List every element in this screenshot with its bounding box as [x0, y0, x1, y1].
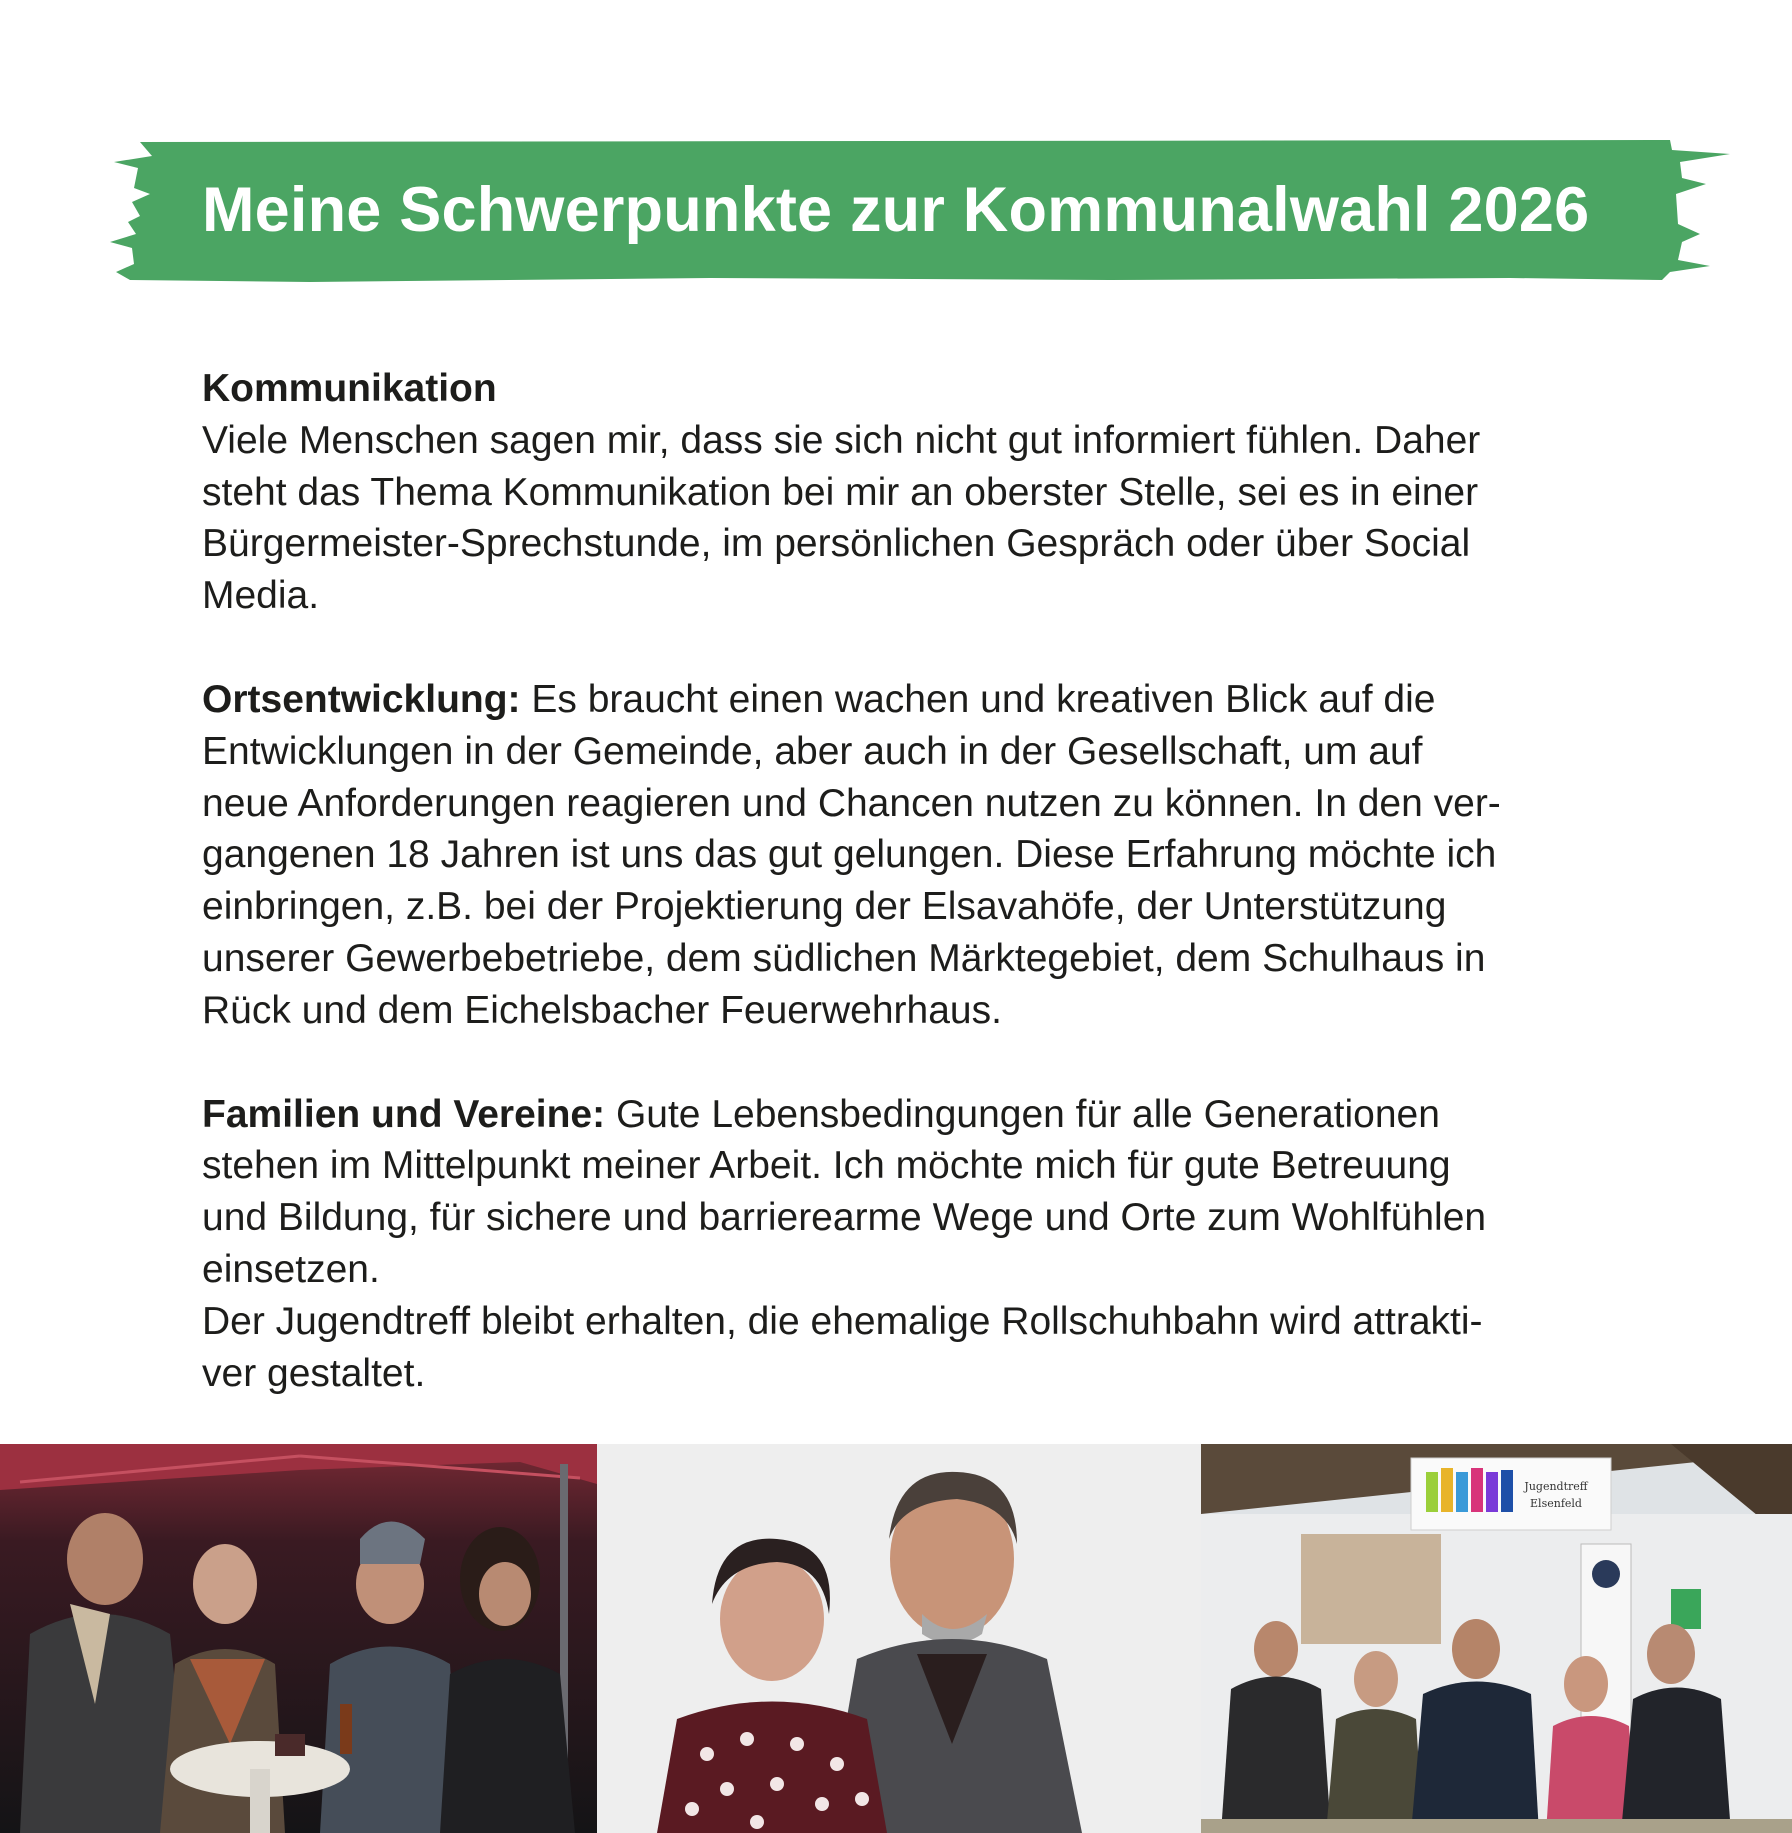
section-heading: Familien und Vereine: — [202, 1092, 606, 1136]
main-content — [202, 363, 1662, 1399]
text-line: gangenen 18 Jahren ist uns das gut gelungen. Diese Erfahrung möchte ich — [202, 833, 1497, 877]
text-line — [202, 1089, 1662, 1141]
text-line — [202, 674, 1662, 726]
section-ortsentwicklung — [202, 674, 1662, 1037]
section-heading: Ortsentwicklung: — [202, 677, 521, 721]
text-line: unserer Gewerbebetriebe, dem südlichen Märktegebiet, dem Schulhaus in — [202, 936, 1486, 980]
photo-evening-gathering — [0, 1444, 597, 1833]
photo-portrait — [597, 1444, 1201, 1833]
text-line: ver gestaltet. — [202, 1351, 426, 1395]
page-title: Meine Schwerpunkte zur Kommunalwahl 2026 — [202, 175, 1590, 245]
text-line: einsetzen. — [202, 1247, 380, 1291]
text-run: Gute Lebensbedingungen für alle Generationen — [605, 1092, 1440, 1136]
text-line: Media. — [202, 574, 320, 618]
text-line: einbringen, z.B. bei der Projektierung der Elsavahöfe, der Unterstützung — [202, 885, 1447, 929]
text-line: Rück und dem Eichelsbacher Feuerwehrhaus. — [202, 988, 1002, 1032]
photo-strip — [0, 1444, 1792, 1833]
text-line: stehen im Mittelpunkt meiner Arbeit. Ich möchte mich für gute Betreuung — [202, 1144, 1451, 1188]
title-banner — [110, 138, 1740, 286]
text-line: und Bildung, für sichere und barrierearme Wege und Orte zum Wohlfühlen — [202, 1196, 1487, 1240]
sign-text: Elsenfeld — [1530, 1497, 1582, 1510]
text-line: neue Anforderungen reagieren und Chancen nutzen zu können. In den ver- — [202, 781, 1501, 825]
section-familien-vereine — [202, 1089, 1662, 1400]
text-line: steht das Thema Kommunikation bei mir an oberster Stelle, sei es in einer — [202, 470, 1479, 514]
text-line: Bürgermeister-Sprechstunde, im persönlichen Gespräch oder über Social — [202, 522, 1471, 566]
sign-text: Jugendtreff — [1524, 1480, 1588, 1493]
section-kommunikation — [202, 363, 1662, 622]
text-run: Es braucht einen wachen und kreativen Blick auf die — [520, 677, 1436, 721]
text-line: Viele Menschen sagen mir, dass sie sich nicht gut informiert fühlen. Daher — [202, 418, 1481, 462]
photo-jugendtreff — [1201, 1444, 1792, 1833]
text-line: Der Jugendtreff bleibt erhalten, die ehemalige Rollschuhbahn wird attrakti- — [202, 1299, 1483, 1343]
section-heading: Kommunikation — [202, 367, 497, 410]
text-line: Entwicklungen in der Gemeinde, aber auch in der Gesellschaft, um auf — [202, 729, 1423, 773]
